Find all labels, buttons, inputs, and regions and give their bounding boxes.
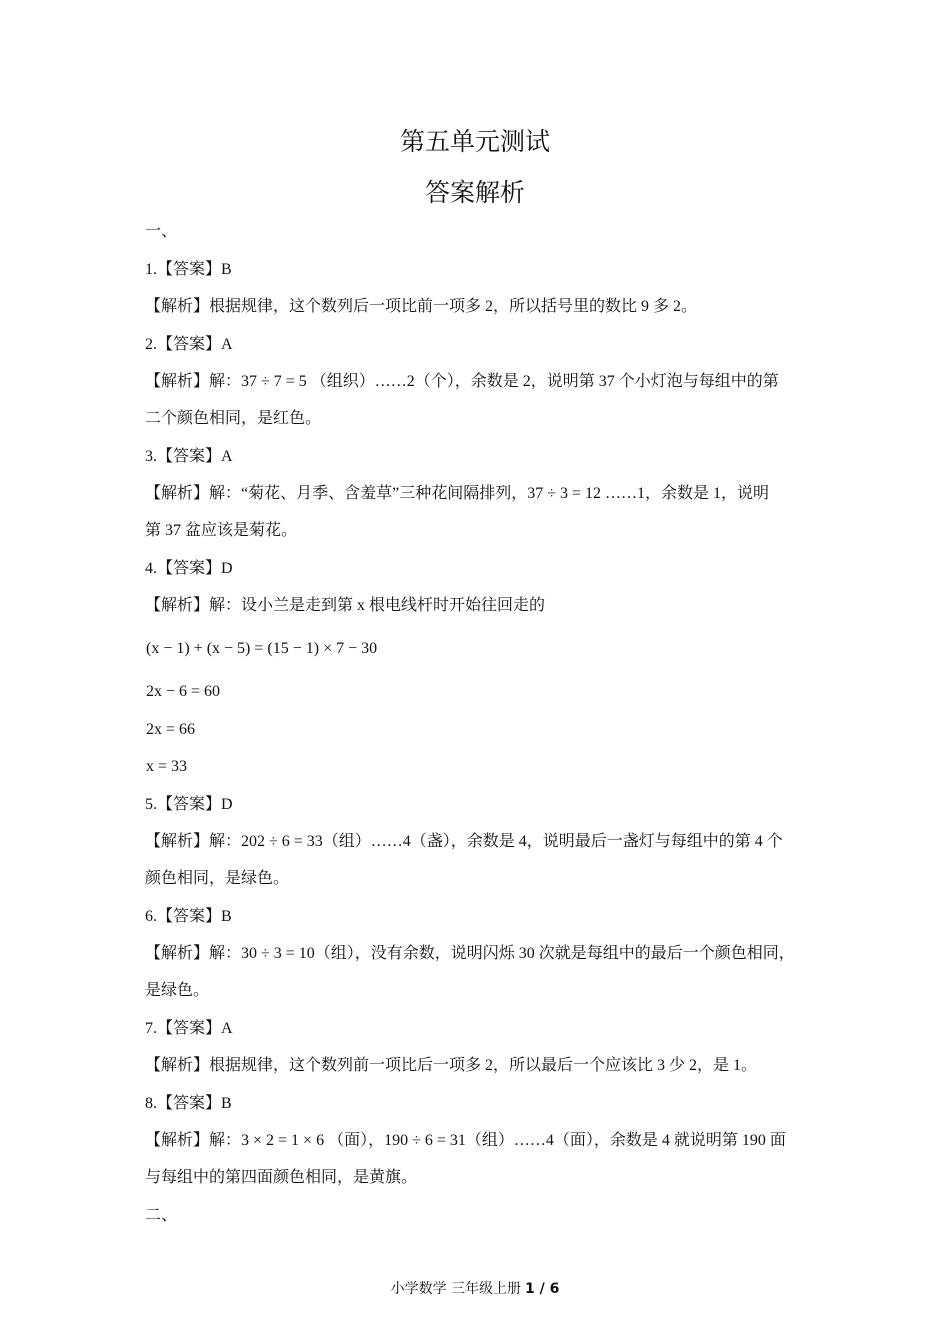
explanation-3-line1: 【解析】解：“菊花、月季、含羞草”三种花间隔排列，37 ÷ 3 = 12 ……1，余数是 1，说明 (145, 485, 770, 502)
answer-8: 8.【答案】B (145, 1095, 232, 1112)
explanation-3-line2: 第 37 盆应该是菊花。 (145, 522, 298, 539)
explanation-5-line1: 【解析】解：202 ÷ 6 = 33（组）……4（盏），余数是 4，说明最后一盏灯与每组中的第 4 个 (145, 833, 783, 850)
answer-6: 6.【答案】B (145, 908, 232, 925)
explanation-2-line2: 二个颜色相同，是红色。 (145, 410, 322, 427)
answer-4: 4.【答案】D (145, 560, 233, 577)
explanation-6-line1: 【解析】解：30 ÷ 3 = 10（组），没有余数，说明闪烁 30 次就是每组中的最后一个颜色相同， (145, 945, 795, 962)
answer-3: 3.【答案】A (145, 448, 233, 465)
page-number: 1 / 6 (525, 1281, 560, 1297)
answer-1: 1.【答案】B (145, 261, 232, 278)
explanation-8-line1: 【解析】解：3 × 2 = 1 × 6 （面），190 ÷ 6 = 31（组）……4（面），余数是 4 就说明第 190 面 (145, 1132, 786, 1149)
answer-7: 7.【答案】A (145, 1020, 233, 1037)
explanation-7: 【解析】根据规律，这个数列前一项比后一项多 2，所以最后一个应该比 3 少 2，是 1。 (145, 1057, 758, 1074)
explanation-2-line1: 【解析】解：37 ÷ 7 = 5 （组织）……2（个），余数是 2，说明第 37 个小灯泡与每组中的第 (145, 373, 779, 390)
equation-line-2: 2x − 6 = 60 (146, 683, 221, 700)
explanation-1: 【解析】根据规律，这个数列后一项比前一项多 2，所以括号里的数比 9 多 2。 (145, 298, 698, 315)
explanation-5-line2: 颜色相同，是绿色。 (145, 870, 290, 887)
footer-label: 小学数学 三年级上册 (390, 1281, 522, 1297)
document-title: 第五单元测试 (399, 127, 550, 156)
equation-line-4: x = 33 (146, 758, 188, 775)
section-heading-2: 二、 (145, 1207, 178, 1224)
answer-5: 5.【答案】D (145, 796, 233, 813)
explanation-4-line1: 【解析】解：设小兰是走到第 x 根电线杆时开始往回走的 (145, 597, 546, 614)
explanation-6-line2: 是绿色。 (145, 982, 210, 999)
equation-line-1: (x − 1) + (x − 5) = (15 − 1) × 7 − 30 (146, 640, 378, 657)
equation-line-3: 2x = 66 (146, 721, 196, 738)
document-subtitle: 答案解析 (424, 178, 525, 207)
explanation-8-line2: 与每组中的第四面颜色相同，是黄旗。 (145, 1169, 418, 1186)
answer-2: 2.【答案】A (145, 336, 233, 353)
page-footer (0, 1278, 950, 1298)
section-heading-1: 一、 (145, 223, 178, 240)
